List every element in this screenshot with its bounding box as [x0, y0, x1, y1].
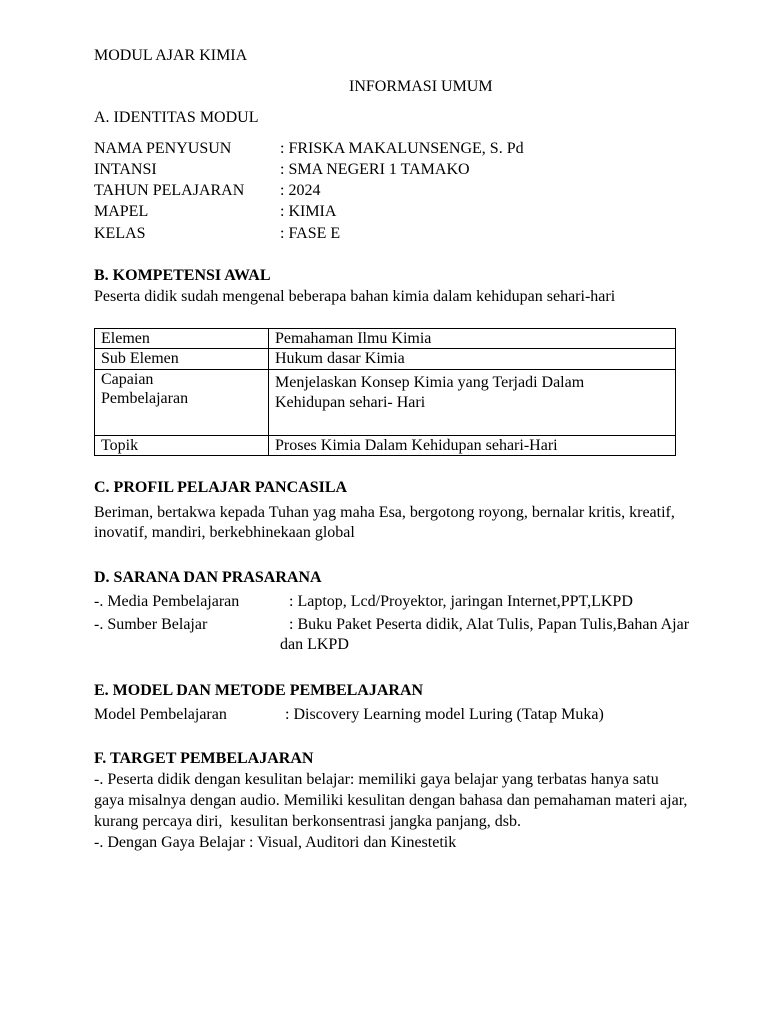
identity-label: NAMA PENYUSUN [94, 140, 232, 157]
table-cell-label: Sub Elemen [95, 349, 269, 370]
heading-model-metode: E. MODEL DAN METODE PEMBELAJARAN [94, 682, 424, 699]
identity-label: KELAS [94, 225, 146, 242]
identity-value: : FASE E [280, 225, 341, 242]
identity-label: TAHUN PELAJARAN [94, 182, 245, 199]
learning-info-table [94, 328, 676, 456]
section-title-informasi-umum: INFORMASI UMUM [349, 78, 493, 95]
target-text-line: -. Peserta didik dengan kesulitan belajar: memiliki gaya belajar yang terbatas hanya satu [94, 771, 659, 788]
table-cell-label: Elemen [95, 329, 269, 349]
target-text-line: kurang percaya diri, kesulitan berkonsentrasi jangka panjang, dsb. [94, 813, 521, 830]
sarana-value: : Laptop, Lcd/Proyektor, jaringan Internet,PPT,LKPD [289, 593, 633, 610]
table-row [95, 349, 676, 370]
sarana-label: -. Media Pembelajaran [94, 593, 240, 610]
target-text-line: gaya misalnya dengan audio. Memiliki kesulitan dengan bahasa dan pemahaman materi ajar, [94, 792, 688, 809]
table-cell-value-line: Kehidupan sehari- Hari [275, 394, 426, 411]
sarana-label: -. Sumber Belajar [94, 616, 208, 633]
table-cell-value: Pemahaman Ilmu Kimia [269, 329, 676, 349]
profil-text-line: Beriman, bertakwa kepada Tuhan yag maha Esa, bergotong royong, bernalar kritis, kreatif, [94, 504, 675, 521]
table-row [95, 370, 676, 436]
table-row [95, 329, 676, 349]
identity-value: : KIMIA [280, 203, 337, 220]
table-cell-label-line: Pembelajaran [101, 390, 189, 407]
model-label: Model Pembelajaran [94, 706, 227, 723]
table-row [95, 436, 676, 456]
identity-value: : 2024 [280, 182, 321, 199]
heading-identitas-modul: A. IDENTITAS MODUL [94, 109, 259, 126]
heading-profil-pelajar: C. PROFIL PELAJAR PANCASILA [94, 479, 348, 496]
kompetensi-awal-text: Peserta didik sudah mengenal beberapa bahan kimia dalam kehidupan sehari-hari [94, 288, 616, 305]
table-cell-label: Topik [95, 436, 269, 456]
target-text-line: -. Dengan Gaya Belajar : Visual, Auditori dan Kinestetik [94, 834, 457, 851]
identity-value: : FRISKA MAKALUNSENGE, S. Pd [280, 140, 524, 157]
profil-text-line: inovatif, mandiri, berkebhinekaan global [94, 524, 355, 541]
sarana-value-continued: dan LKPD [280, 636, 349, 653]
heading-kompetensi-awal: B. KOMPETENSI AWAL [94, 267, 271, 284]
heading-target-pembelajaran: F. TARGET PEMBELAJARAN [94, 750, 314, 767]
identity-value: : SMA NEGERI 1 TAMAKO [280, 161, 470, 178]
identity-label: INTANSI [94, 161, 157, 178]
heading-sarana-prasarana: D. SARANA DAN PRASARANA [94, 569, 322, 586]
model-value: : Discovery Learning model Luring (Tatap Muka) [285, 706, 604, 723]
table-cell-value-line: Menjelaskan Konsep Kimia yang Terjadi Dalam [275, 374, 585, 391]
table-cell-label [95, 370, 269, 436]
table-cell-label-line: Capaian [101, 371, 154, 388]
table-cell-value [269, 370, 676, 436]
document-title: MODUL AJAR KIMIA [94, 47, 248, 64]
sarana-value: : Buku Paket Peserta didik, Alat Tulis, Papan Tulis,Bahan Ajar [289, 616, 690, 633]
table-cell-value: Hukum dasar Kimia [269, 349, 676, 370]
table-cell-value: Proses Kimia Dalam Kehidupan sehari-Hari [269, 436, 676, 456]
identity-label: MAPEL [94, 203, 149, 220]
